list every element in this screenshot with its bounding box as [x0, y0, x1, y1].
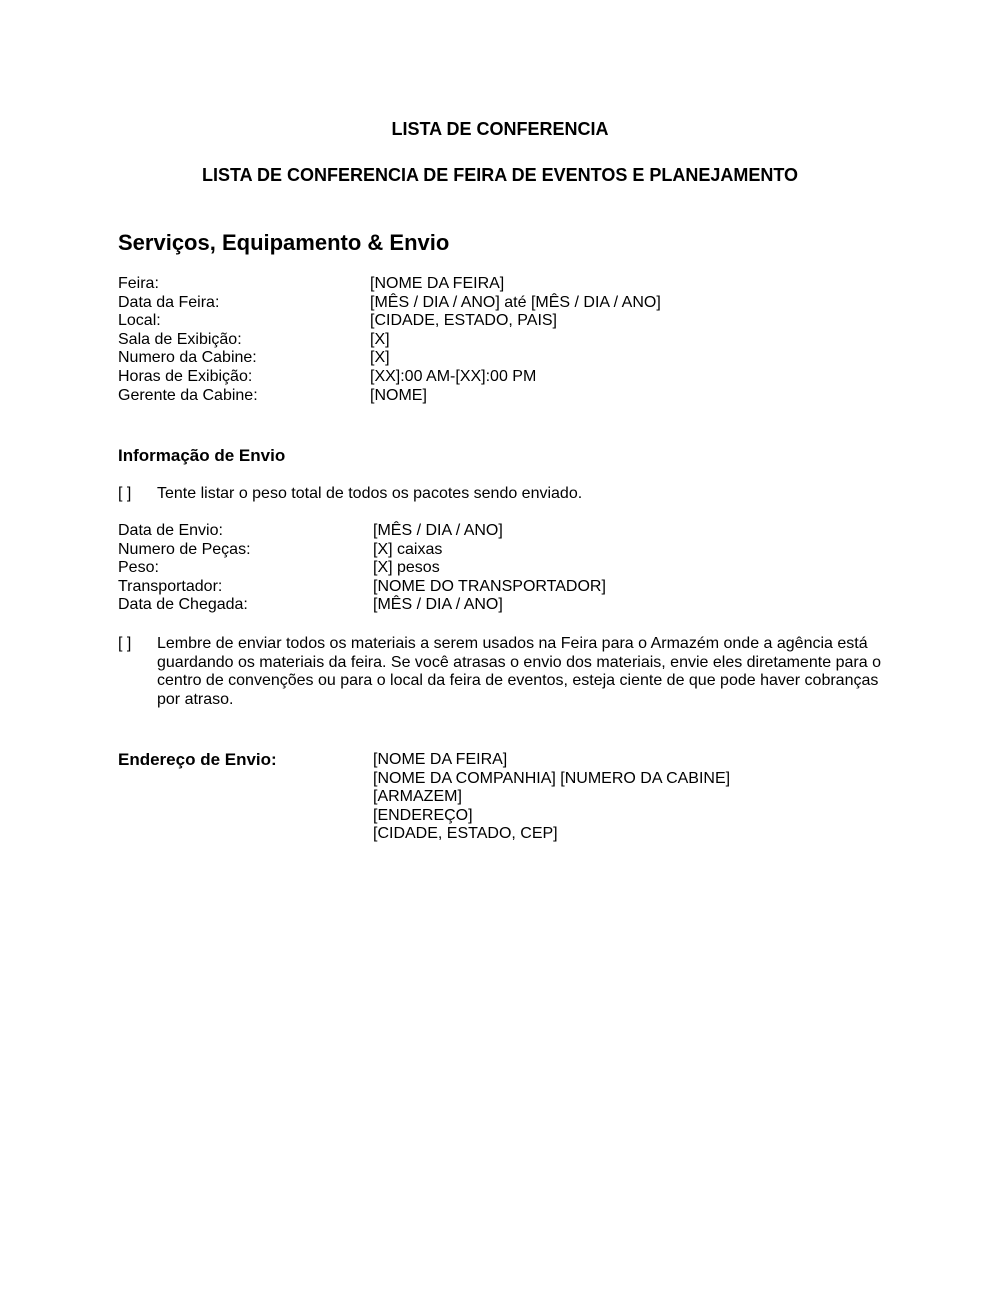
detail-row-exhibit-hours: [118, 368, 661, 387]
detail-value: [X] caixas: [373, 540, 443, 558]
detail-label: Sala de Exibição:: [118, 330, 242, 348]
section-heading: Serviços, Equipamento & Envio: [118, 230, 450, 255]
checkbox-placeholder: [ ]: [118, 635, 132, 652]
detail-label: Transportador:: [118, 577, 223, 595]
detail-row-fair-date: [118, 294, 661, 313]
detail-value: [CIDADE, ESTADO, PAIS]: [370, 312, 557, 330]
document-subtitle: LISTA DE CONFERENCIA DE FEIRA DE EVENTOS E PLANEJAMENTO: [201, 165, 799, 185]
checklist-item: [118, 485, 888, 504]
address-line: [NOME DA COMPANHIA] [NUMERO DA CABINE]: [373, 769, 731, 787]
detail-value: [NOME]: [370, 386, 427, 404]
detail-row-booth-manager: [118, 387, 661, 406]
detail-row-carrier: [118, 578, 606, 597]
detail-value: [X] pesos: [373, 559, 440, 577]
detail-value: [NOME DA FEIRA]: [370, 275, 505, 292]
detail-label: Feira:: [118, 275, 159, 292]
detail-row-ship-date: [118, 522, 606, 541]
detail-label: Peso:: [118, 559, 159, 577]
detail-label: Numero de Peças:: [118, 540, 251, 558]
detail-row-location: [118, 312, 661, 331]
fair-details: [118, 275, 661, 405]
detail-value: [X]: [370, 349, 390, 367]
detail-value: [NOME DO TRANSPORTADOR]: [373, 577, 606, 595]
detail-label: Numero da Cabine:: [118, 349, 257, 367]
checklist-item: [118, 635, 888, 709]
detail-value: [X]: [370, 330, 390, 348]
address-line: [ENDEREÇO]: [373, 806, 473, 824]
address-line: [ARMAZEM]: [373, 788, 462, 806]
shipping-heading: Informação de Envio: [118, 446, 286, 465]
detail-row-pieces: [118, 541, 606, 560]
detail-label: Data de Envio:: [118, 522, 223, 539]
address-line: [CIDADE, ESTADO, CEP]: [373, 825, 558, 843]
detail-row-exhibit-hall: [118, 331, 661, 350]
detail-label: Gerente da Cabine:: [118, 386, 258, 404]
address-line: [NOME DA FEIRA]: [373, 751, 508, 768]
detail-row-arrival-date: [118, 596, 606, 615]
detail-row-booth-number: [118, 349, 661, 368]
checklist-text: Lembre de enviar todos os materiais a serem usados na Feira para o Armazém onde a agência está guardando os materiais da feira. Se você atrasas o envio dos materiais, envie eles diretamente para o centro de convenções ou para o local da feira de eventos, esteja ciente de que pode haver cobranças por atraso.: [157, 635, 881, 708]
detail-row-fair: [118, 275, 661, 294]
detail-label: Horas de Exibição:: [118, 367, 253, 385]
detail-label: Data de Chegada:: [118, 596, 248, 614]
detail-value: [MÊS / DIA / ANO] até [MÊS / DIA / ANO]: [370, 293, 661, 311]
detail-label: Data da Feira:: [118, 293, 220, 311]
detail-label: Local:: [118, 312, 161, 330]
address-lines: [373, 750, 730, 844]
detail-value: [MÊS / DIA / ANO]: [373, 596, 503, 614]
address-label: Endereço de Envio:: [118, 750, 277, 769]
shipping-details: [118, 522, 606, 615]
document-title: LISTA DE CONFERENCIA: [391, 119, 609, 139]
detail-value: [XX]:00 AM-[XX]:00 PM: [370, 367, 537, 385]
checkbox-placeholder: [ ]: [118, 485, 132, 502]
shipping-address: [118, 750, 730, 844]
checklist-text: Tente listar o peso total de todos os pacotes sendo enviado.: [157, 485, 583, 502]
detail-value: [MÊS / DIA / ANO]: [373, 522, 503, 539]
detail-row-weight: [118, 559, 606, 578]
